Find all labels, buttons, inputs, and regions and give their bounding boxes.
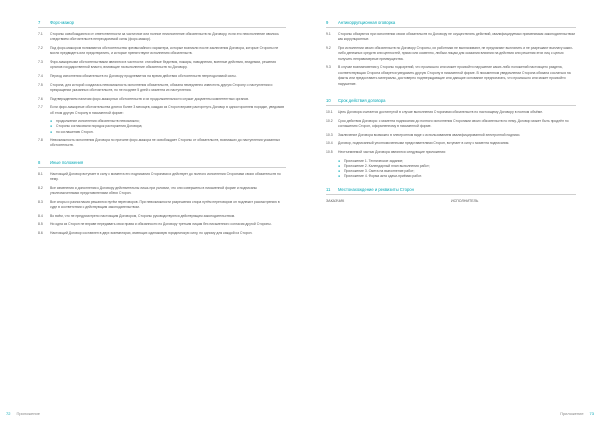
item-text: Во всём, что не предусмотрено настоящим Договором, Стороны руководствуются действующим законодательством. [50, 213, 235, 218]
item-number: 9.3 [326, 65, 331, 70]
section-heading [326, 98, 576, 106]
section-title: Местонахождение и реквизиты Сторон [338, 187, 414, 193]
footer-label: Приложение [16, 411, 40, 416]
customer-label: ЗАКАЗЧИК [326, 199, 345, 204]
item-number: 10.2 [326, 118, 333, 123]
page-number: 72 [6, 411, 11, 416]
item-number: 10.3 [326, 132, 333, 137]
list-item [326, 46, 576, 62]
item-number: 9.1 [326, 32, 331, 36]
item-text: Все споры и разногласия решаются путём переговоров. При невозможности разрешения спора путём переговоров он подлежит рассмотрению в суде в соответствии с действующим законодательством. [50, 199, 280, 210]
bullet-icon: ● [338, 169, 341, 173]
sub-item-text: Стороны согласовали порядок расторжения Договора; [56, 124, 143, 129]
item-number: 10.5 [326, 150, 333, 154]
item-text: Период исполнения обязательств по Договору продлевается на время действия обстоятельств непреодолимой силы. [50, 74, 237, 78]
item-number: 7.4 [38, 74, 43, 78]
contractor-label: ИСПОЛНИТЕЛЬ [451, 199, 479, 204]
page-footer [560, 411, 594, 416]
item-text: Под форс-мажором понимаются обстоятельства чрезвычайного характера, которые возникли после заключения Договора, которые Стороны не могли предвидеть или предотвратить, и которые препятствуют исполнению обязательств. [50, 46, 279, 56]
item-number: 8.6 [38, 230, 43, 235]
section-heading [326, 187, 576, 195]
item-number: 10.1 [326, 110, 333, 115]
item-number: 8.1 [38, 171, 43, 176]
list-item [326, 141, 576, 146]
item-text: Цель Договора считается достигнутой в случае выполнения Сторонами обязательств по настоящему Договору в полном объёме. [338, 110, 544, 115]
list-item [326, 150, 576, 155]
signature-row [326, 199, 576, 203]
item-text: Заключение Договора возможно в электронном виде с использованием квалифицированной электронной подписи. [338, 132, 521, 137]
item-number: 9.2 [326, 46, 331, 50]
item-number: 7.6 [38, 96, 43, 101]
footer-label: Приложение [560, 411, 584, 416]
right-column [326, 20, 576, 203]
item-text: Настоящий Договор вступает в силу с момента его подписания Сторонами и действует до полного исполнения Сторонами своих обязательств по нему. [50, 171, 281, 182]
list-item [326, 32, 576, 43]
item-text: Стороны освобождаются от ответственности за частичное или полное неисполнение обязательств по Договору, если это неисполнение явилось следствием обстоятельств непреодолимой силы (форс-мажор). [50, 32, 279, 42]
section-number: 8 [38, 159, 41, 165]
item-text: Стороны обязуются при исполнении своих обязательств по Договору не осуществлять действий, квалифицируемых применимым законодательством как коррупционные. [338, 32, 575, 42]
item-number: 8.5 [38, 222, 43, 227]
sub-item-text: Приложение 3. Смета на выполнение работ; [344, 169, 415, 173]
item-text: Невозможность исполнения Договора по причине форс-мажора не освобождает Стороны от обязательств, возникших до наступления указанных обстоятельств. [50, 137, 281, 148]
section-number: 10 [326, 98, 331, 104]
item-text: Договор, подписанный уполномоченными представителями Сторон, вступает в силу с момента подписания. [338, 141, 510, 146]
item-number: 8.3 [38, 199, 43, 204]
section-title: Срок действия договора [338, 98, 386, 104]
section-heading [326, 20, 576, 28]
item-number: 7.1 [38, 32, 43, 36]
section-number: 7 [38, 20, 41, 25]
list-item [326, 133, 576, 138]
item-text: При исполнении своих обязательств по Договору Стороны, их работники не выплачивают, не предлагают выплатить и не разрешают выплату каких-либо денежных средств или ценностей, прямо или косвенно, любым лицам для оказания влияния на действия или решения этих лиц с целью получить неправомерные преимущества. [338, 46, 574, 61]
sub-item-text: Приложение 4. Форма акта сдачи-приёмки работ. [344, 174, 422, 179]
item-text: Сторона, для которой создалась невозможность исполнения обязательств, обязана немедленно известить другую Сторону о наступлении и прекращении указанных обстоятельств, но не позднее 5 дней с момента их наступления. [50, 82, 273, 92]
bullet-icon: ● [338, 163, 341, 168]
item-text: В случае возникновения у Стороны подозрений, что произошло или может произойти нарушение каких-либо положений настоящего раздела, соответствующая Сторона обязуется уведомить другую Сторону в письменной форме. В письменном уведомлении Сторона обязана сослаться на факты или предоставить материалы, достоверно подтверждающие или дающие основание предполагать, что произошло или может произойти нарушение. [338, 65, 571, 86]
item-text: Форс-мажорными обстоятельствами являются в частности: стихийные бедствия, пожары, наводнения, военные действия, эпидемии, решения органов государственной власти, влияющие на выполнение обязательств по Договору. [50, 60, 276, 70]
sub-item-text: по соглашению Сторон. [56, 129, 94, 134]
section-number: 11 [326, 187, 331, 193]
sub-item-text: продолжение исполнения обязательств невозможно; [56, 119, 140, 124]
bullet-icon: ● [50, 124, 53, 129]
spacer [326, 90, 576, 98]
bullet-icon: ● [338, 174, 341, 179]
spacer [326, 179, 576, 187]
section-number: 9 [326, 20, 329, 25]
sub-item-text: Приложение 1. Техническое задание; [344, 158, 404, 163]
list-item [326, 119, 576, 130]
item-number: 8.4 [38, 213, 43, 218]
section-title: Иные положения [50, 159, 84, 165]
item-number: 7.7 [38, 105, 43, 110]
section-title: Форс-мажор [50, 20, 74, 25]
item-text: Ни одна из Сторон не вправе передавать свои права и обязанности по Договору третьим лицам без письменного согласия другой Стороны. [50, 222, 272, 227]
item-number: 10.4 [326, 141, 333, 146]
item-text: Все изменения и дополнения к Договору действительны лишь при условии, что они совершены в письменной форме и подписаны уполномоченными представителями обеих Сторон. [50, 185, 257, 196]
item-number: 8.2 [38, 185, 43, 190]
bullet-icon: ● [50, 119, 53, 124]
item-text: Неотъемлемой частью Договора являются следующие приложения: [338, 150, 446, 154]
list-item [326, 65, 576, 87]
item-number: 7.2 [38, 46, 43, 50]
bullet-icon: ● [50, 129, 53, 134]
sub-item-text: Приложение 2. Календарный план выполнения работ; [344, 163, 430, 168]
bullet-icon: ● [338, 158, 341, 163]
item-number: 7.5 [38, 82, 43, 87]
item-text: Срок действия Договора: с момента подписания до полного исполнения Сторонами своих обязательств по нему. Договор может быть продлён по соглашению Сторон, оформленному в письменной форме. [338, 118, 569, 129]
item-text: Если форс-мажорные обстоятельства длятся более 3 месяцев, каждая из Сторон вправе расторгнуть Договор в одностороннем порядке, уведомив об этом другую Сторону в письменной форме: [50, 105, 285, 115]
list-item [326, 110, 576, 115]
item-text: Настоящий Договор составлен в двух экземплярах, имеющих одинаковую юридическую силу, по одному для каждой из Сторон. [50, 230, 253, 235]
item-number: 7.3 [38, 60, 43, 64]
section-title: Антикоррупционная оговорка [338, 20, 396, 25]
item-number: 7.8 [38, 137, 43, 142]
item-text: Подтверждением наличия форс-мажорных обстоятельств и их продолжительности служат документы компетентных органов. [50, 96, 249, 101]
page-number: 73 [589, 411, 594, 416]
